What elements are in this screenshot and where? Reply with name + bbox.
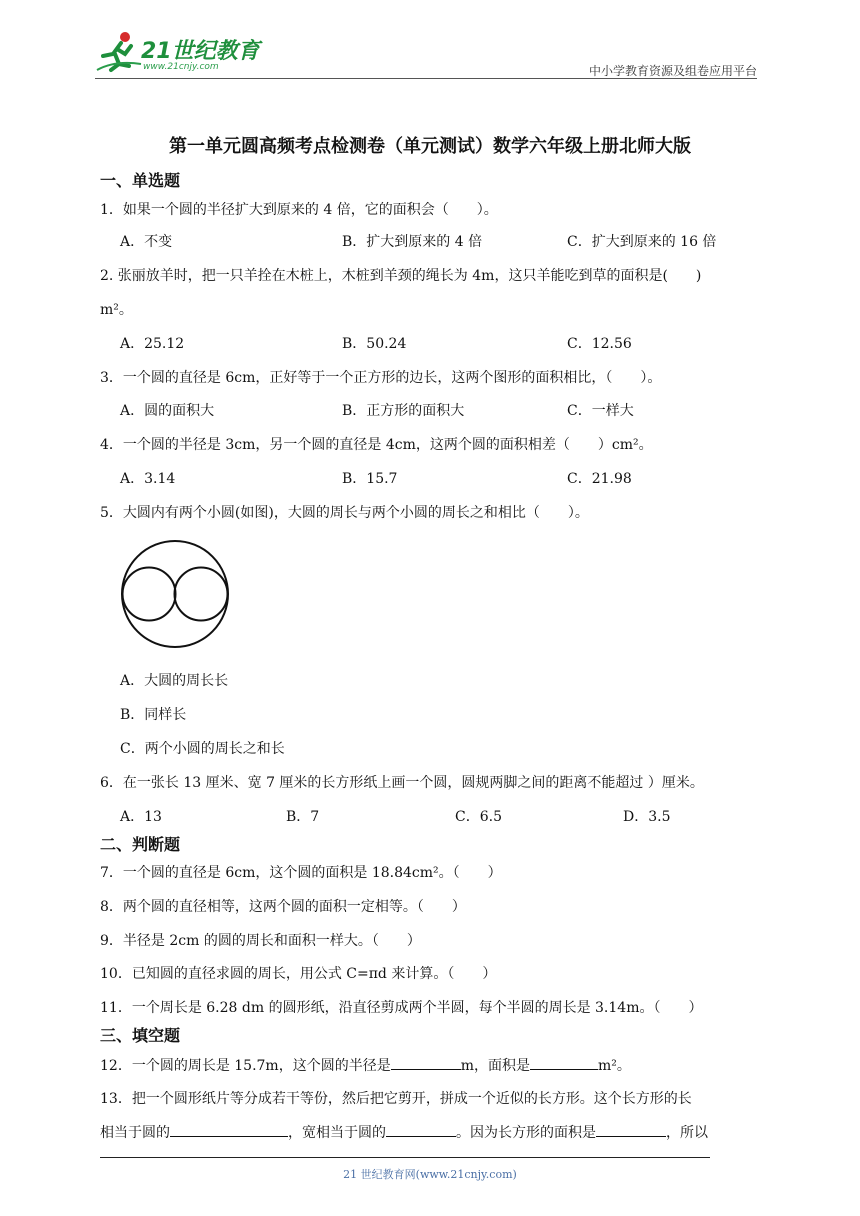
page-header — [95, 30, 757, 80]
q13-part2: ，宽相当于圆的 — [288, 1125, 386, 1141]
question-13: 13．把一个圆形纸片等分成若干等份，然后把它剪开，拼成一个近似的长方形。这个长方形的长 — [100, 1091, 692, 1107]
question-12 — [100, 1054, 631, 1075]
section-fill-blank: 三、填空题 — [100, 1026, 181, 1045]
q3-option-b: B．正方形的面积大 — [342, 403, 465, 419]
page-title: 第一单元圆高频考点检测卷（单元测试）数学六年级上册北师大版 — [169, 136, 691, 157]
q13-blank-formula[interactable] — [596, 1121, 666, 1137]
q12-part2: m，面积是 — [460, 1058, 530, 1074]
question-6: 6．在一张长 13 厘米、宽 7 厘米的长方形纸上画一个圆，圆规两脚之间的距离不能超过 ）厘米。 — [100, 775, 704, 791]
q1-option-c: C．扩大到原来的 16 倍 — [567, 234, 717, 250]
q3-option-a: A．圆的面积大 — [120, 403, 215, 419]
q4-option-a: A．3.14 — [120, 471, 176, 487]
q12-blank-radius[interactable] — [391, 1054, 461, 1070]
q12-part3: m²。 — [598, 1058, 631, 1074]
q4-option-c: C．21.98 — [567, 471, 632, 487]
q6-option-b: B．7 — [286, 809, 320, 825]
q1-option-b: B．扩大到原来的 4 倍 — [342, 234, 483, 250]
q13-part3: 。因为长方形的面积是 — [456, 1125, 596, 1141]
q13-blank-length[interactable] — [170, 1121, 288, 1137]
question-4: 4．一个圆的半径是 3cm，另一个圆的直径是 4cm，这两个圆的面积相差（ ）cm²。 — [100, 437, 653, 453]
q3-option-c: C．一样大 — [567, 403, 634, 419]
q13-part1: 相当于圆的 — [100, 1125, 170, 1141]
question-1: 1．如果一个圆的半径扩大到原来的 4 倍，它的面积会（ ）。 — [100, 202, 498, 218]
q13-part4: ，所以 — [666, 1125, 708, 1141]
question-9: 9．半径是 2cm 的圆的周长和面积一样大。（ ） — [100, 933, 421, 949]
section-true-false: 二、判断题 — [100, 835, 181, 854]
question-2-cont: m²。 — [100, 302, 133, 318]
q12-part1: 12．一个圆的周长是 15.7m，这个圆的半径是 — [100, 1058, 391, 1074]
q2-option-c: C．12.56 — [567, 336, 632, 352]
q5-option-b: B．同样长 — [120, 707, 187, 723]
question-2: 2. 张丽放羊时，把一只羊拴在木桩上，木桩到羊颈的绳长为 4m，这只羊能吃到草的面积是( ) — [100, 268, 702, 284]
q12-blank-area[interactable] — [530, 1054, 598, 1070]
q5-option-a: A．大圆的周长长 — [120, 673, 229, 689]
question-11: 11．一个周长是 6.28 dm 的圆形纸，沿直径剪成两个半圆，每个半圆的周长是 3.14m。（ ） — [100, 1000, 703, 1016]
logo-url: www.21cnjy.com — [143, 62, 219, 72]
q6-option-d: D．3.5 — [623, 809, 671, 825]
section-single-choice: 一、单选题 — [100, 171, 181, 190]
question-5: 5．大圆内有两个小圆(如图)，大圆的周长与两个小圆的周长之和相比（ ）。 — [100, 505, 589, 521]
q13-blank-width[interactable] — [386, 1121, 456, 1137]
header-platform-text: 中小学教育资源及组卷应用平台 — [588, 64, 757, 78]
logo — [95, 30, 295, 80]
q1-option-a: A．不变 — [120, 234, 173, 250]
q4-option-b: B．15.7 — [342, 471, 398, 487]
question-13-cont — [100, 1121, 708, 1142]
q2-option-b: B．50.24 — [342, 336, 407, 352]
q6-option-c: C．6.5 — [455, 809, 502, 825]
runner-logo-icon — [95, 30, 143, 74]
question-8: 8．两个圆的直径相等，这两个圆的面积一定相等。（ ） — [100, 899, 466, 915]
question-10: 10．已知圆的直径求圆的周长，用公式 C=πd 来计算。（ ） — [100, 966, 497, 982]
footer-divider — [100, 1157, 710, 1158]
circles-figure — [115, 538, 235, 650]
footer-text: 21 世纪教育网(www.21cnjy.com) — [343, 1168, 517, 1181]
q6-option-a: A．13 — [120, 809, 162, 825]
question-7: 7．一个圆的直径是 6cm，这个圆的面积是 18.84cm²。（ ） — [100, 865, 502, 881]
logo-text: 21世纪教育 — [141, 39, 260, 64]
question-3: 3．一个圆的直径是 6cm，正好等于一个正方形的边长，这两个图形的面积相比，（ ）。 — [100, 370, 662, 386]
q2-option-a: A．25.12 — [120, 336, 185, 352]
q5-option-c: C．两个小圆的周长之和长 — [120, 741, 285, 757]
header-divider — [95, 78, 757, 79]
